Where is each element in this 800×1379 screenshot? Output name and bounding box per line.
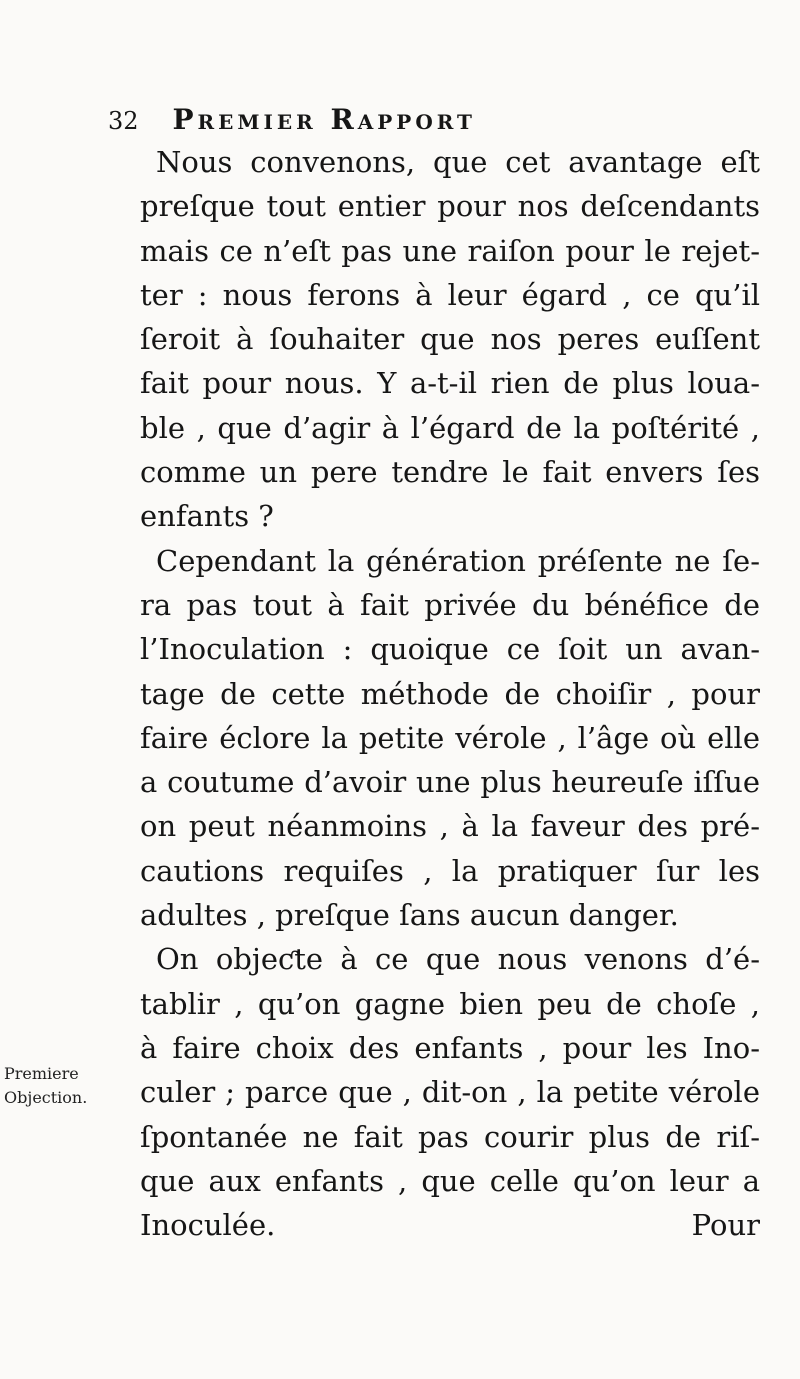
margin-note-line: Premiere [4, 1064, 79, 1083]
text-line: a coutume d’avoir une plus heureuſe iſſue [140, 765, 760, 800]
text-line: à faire choix des enfants , pour les Ino- [140, 1030, 760, 1065]
margin-note-line: Objection. [4, 1088, 88, 1107]
last-line [140, 1203, 760, 1247]
text-line: ſpontanée ne fait pas courir plus de riſ- [140, 1119, 760, 1154]
page-number: 32 [108, 107, 139, 135]
text-line: ter : nous ferons à leur égard , ce qu’il [140, 277, 760, 312]
body-text [140, 140, 760, 1247]
text-line: Cependant la génération préſente ne ſe- [156, 543, 760, 578]
text-line: Nous convenons, que cet avantage eſt [156, 145, 760, 179]
text-line: culer ; parce que , dit-on , la petite vérole [140, 1075, 760, 1110]
text-line: tage de cette méthode de choiſir , pour [140, 676, 760, 711]
text-line: on peut néanmoins , à la faveur des pré- [140, 809, 760, 844]
text-line: ra pas tout à fait privée du bénéfice de [140, 587, 760, 622]
margin-note [4, 1062, 90, 1110]
text-line: faire éclore la petite vérole , l’âge où elle [140, 720, 760, 755]
text-line: tablir , qu’on gagne bien peu de choſe , [140, 986, 760, 1021]
text-line: ſeroit à ſouhaiter que nos peres euſſent [140, 322, 760, 357]
catchword: Pour [691, 1208, 760, 1243]
text-line: comme un pere tendre le fait envers ſes [140, 455, 760, 490]
running-title: Premier Rapport [172, 103, 476, 136]
text-line: l’Inoculation : quoique ce ſoit un avan- [140, 632, 760, 667]
text-line: ble , que d’agir à l’égard de la poſtérité , [140, 410, 760, 445]
text-line: mais ce n’eſt pas une raiſon pour le rejet- [140, 233, 760, 268]
text-line: enfants ? [140, 499, 274, 534]
text-line: On objeƈte à ce que nous venons d’é- [156, 942, 760, 977]
text-line: adultes , preſque ſans aucun danger. [140, 898, 679, 933]
text-line: que aux enfants , que celle qu’on leur a [140, 1163, 760, 1198]
text-line: fait pour nous. Y a-t-il rien de plus loua- [140, 366, 760, 401]
text-line: Inoculée. [140, 1208, 276, 1243]
running-header [108, 103, 718, 143]
text-line: preſque tout entier pour nos deſcendants [140, 189, 760, 224]
text-line: cautions requiſes , la pratiquer ſur les [140, 853, 760, 888]
